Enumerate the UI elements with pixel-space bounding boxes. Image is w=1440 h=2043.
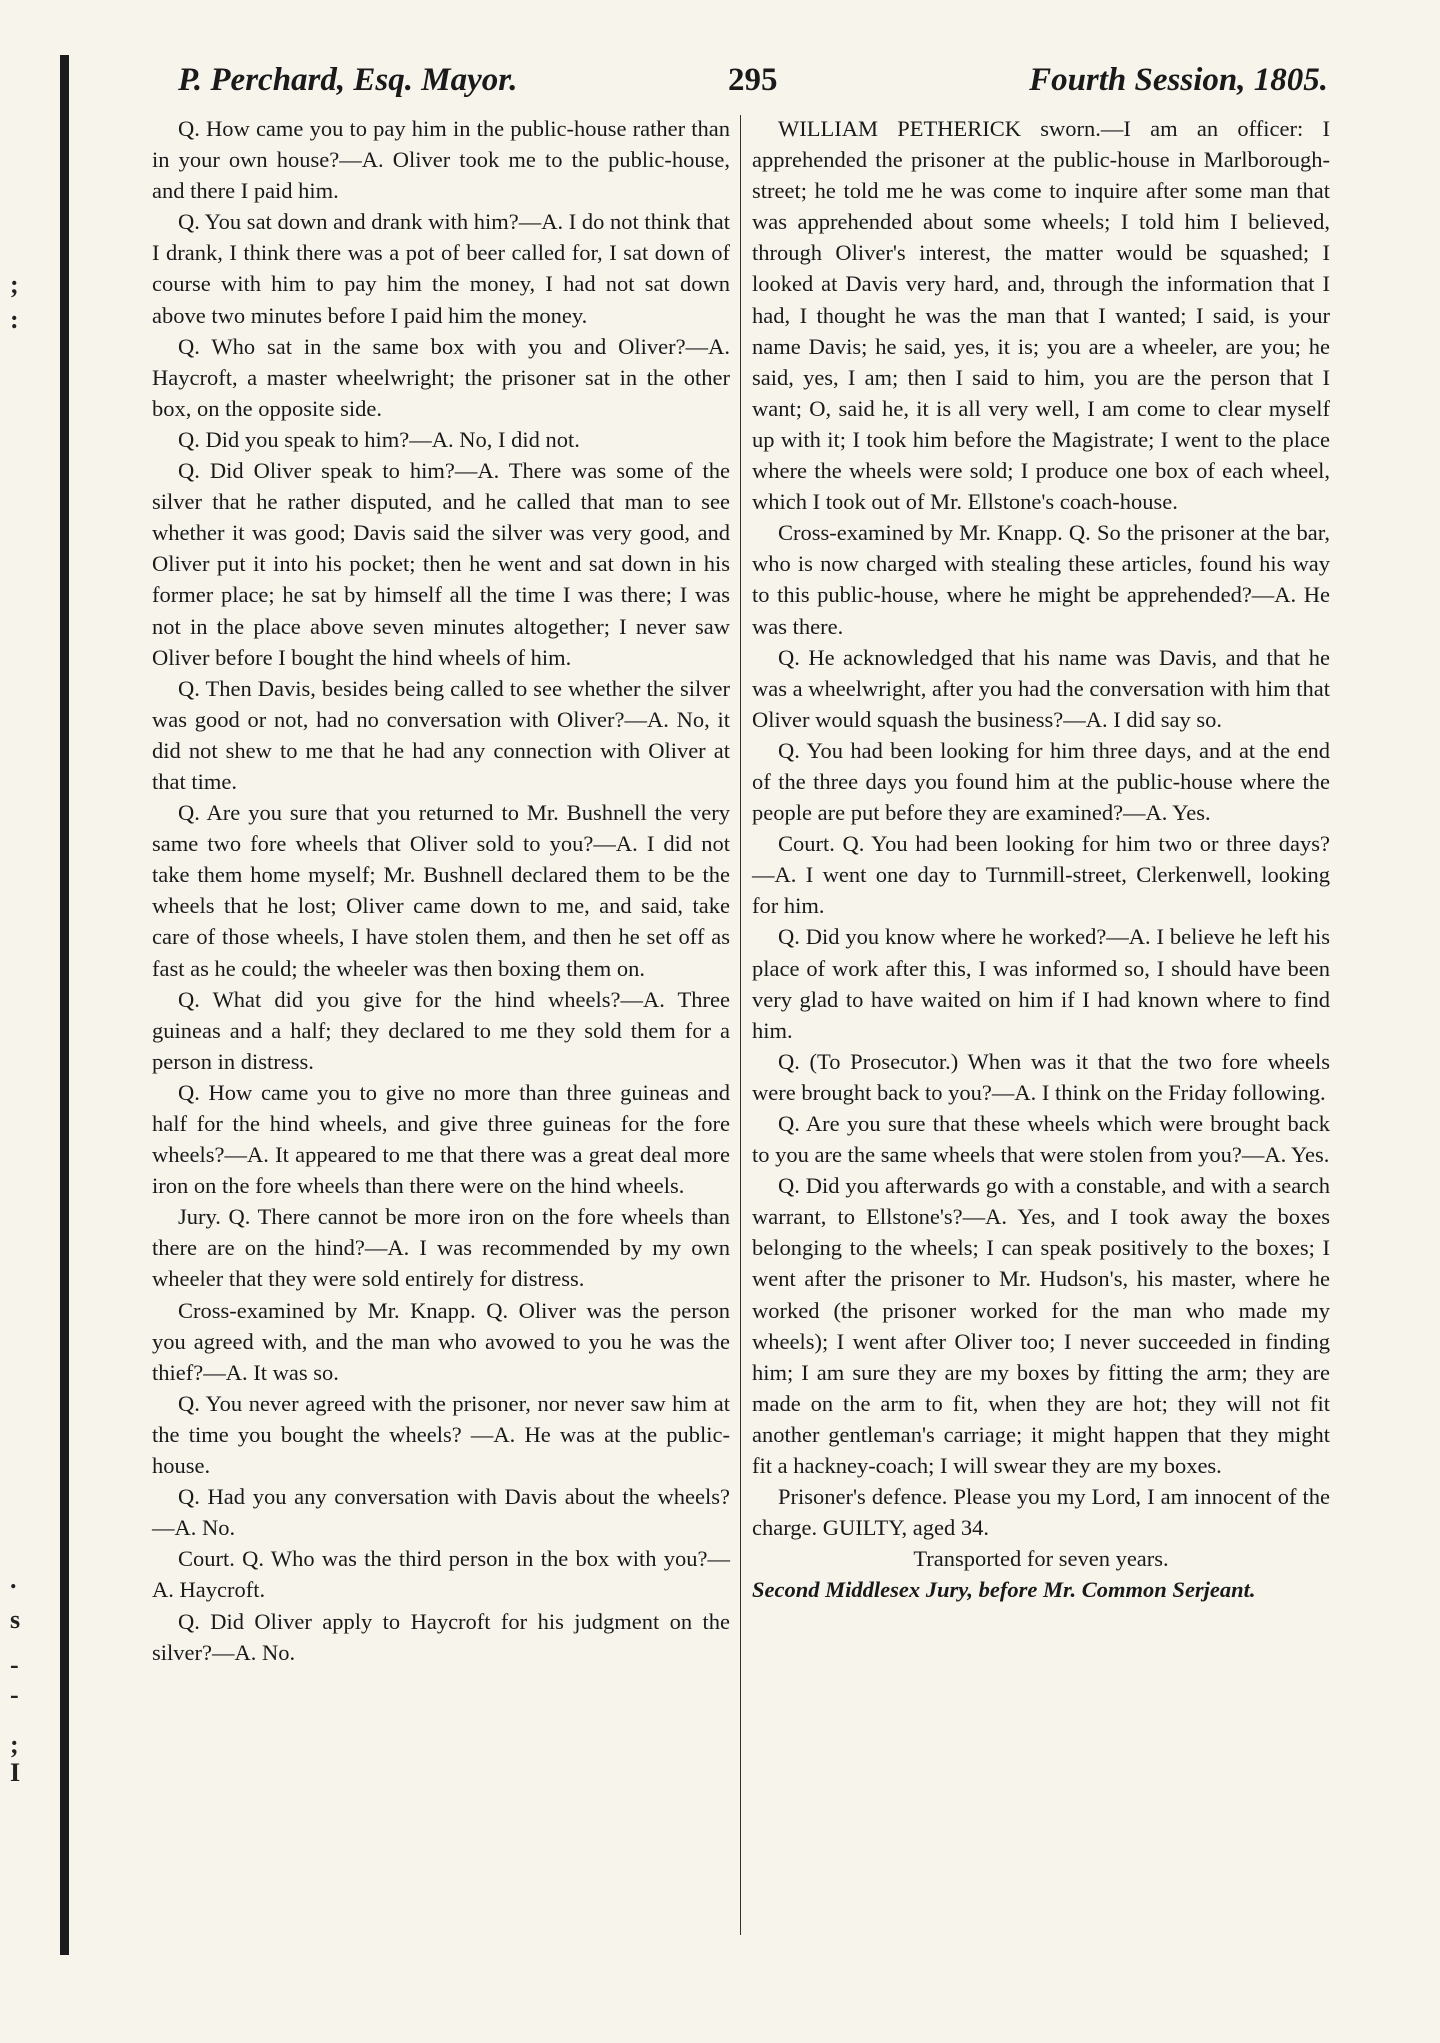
paragraph: Q. Then Davis, besides being called to see whether the silver was good or not, had no conversation with Oliver?—A. No, it did not shew to me that he had any connection with Oliver at that time. — [152, 675, 730, 794]
margin-mark: ; — [10, 1730, 19, 1759]
paragraph: Prisoner's defence. Please you my Lord, I am innocent of the charge. GUILTY, aged 34. — [752, 1484, 1330, 1541]
column-divider — [740, 115, 741, 1935]
header-session: Fourth Session, 1805. — [1029, 62, 1328, 98]
paragraph: Q. He acknowledged that his name was Davis, and that he was a wheelwright, after you had the conversation with him that Oliver would squash the business?—A. I did say so. — [752, 644, 1330, 732]
paragraph: Q. You never agreed with the prisoner, nor never saw him at the time you bought the wheels? —A. He was at the public-house. — [152, 1390, 730, 1479]
right-column — [752, 113, 1330, 1606]
paragraph: Court. Q. You had been looking for him two or three days?—A. I went one day to Turnmill-street, Clerkenwell, looking for him. — [752, 831, 1330, 919]
running-header — [178, 62, 1328, 112]
paragraph: Q. You sat down and drank with him?—A. I do not think that I drank, I think there was a pot of beer called for, I sat down of course with him to pay him the money, I had not sat down above two minutes before I paid him the money. — [152, 209, 730, 328]
margin-mark: : — [10, 305, 19, 334]
paragraph: Q. How came you to give no more than three guineas and half for the hind wheels, and give three guineas for the fore wheels?—A. It appeared to me that there was a great deal more iron on the fore wheels than there were on the hind wheels. — [152, 1079, 730, 1199]
margin-mark: - — [10, 1650, 19, 1679]
margin-mark: . — [10, 1565, 17, 1594]
paragraph: Q. Did you afterwards go with a constable, and with a search warrant, to Ellstone's?—A. Yes, and I took away the boxes belonging to the wheels; I can speak positively to the boxes; I went after the prisoner to Mr. Hudson's, his master, where he worked (the prisoner worked for the man who made my wheels); I went after Oliver too; I never succeeded in finding him; I am sure they are my boxes by fitting the arm; they are made on the arm to fit, when they are hot; they will not fit another gentleman's carriage; it might happen that they might fit a hackney-coach; I will swear they are my boxes. — [752, 1173, 1330, 1479]
paragraph: Q. Did Oliver speak to him?—A. There was some of the silver that he rather disputed, and he called that man to see whether it was good; Davis said the silver was very good, and Oliver put it into his pocket; then he went and sat down in his former place; he sat by himself all the time I was there; I was not in the place above seven minutes altogether; I never saw Oliver before I bought the hind wheels of him. — [152, 458, 730, 670]
paragraph: Jury. Q. There cannot be more iron on the fore wheels than there are on the hind?—A. I was recommended by my own wheeler that they were sold entirely for distress. — [152, 1204, 730, 1292]
margin-mark: s — [10, 1605, 21, 1634]
header-mayor: P. Perchard, Esq. Mayor. — [178, 62, 518, 98]
paragraph: Q. Did Oliver apply to Haycroft for his judgment on the silver?—A. No. — [152, 1608, 730, 1665]
margin-mark: ; — [10, 270, 19, 299]
paragraph: WILLIAM PETHERICK sworn.—I am an officer: I apprehended the prisoner at the public-house in Marlborough-street; he told me he was come to inquire after some man that was apprehended about some wheels; I told him I believed, through Oliver's interest, the matter would be squashed; I looked at Davis very hard, and, through the information that I had, I thought he was the man that I wanted; I said, is your name Davis; he said, yes, it is; you are a wheeler, are you; he said, yes, I am; then I said to him, you are the person that I want; O, said he, it is all very well, I am come to clear myself up with it; I took him before the Magistrate; I went to the place where the wheels were sold; I produce one box of each wheel, which I took out of Mr. Ellstone's coach-house. — [752, 116, 1330, 515]
paragraph: Q. How came you to pay him in the public-house rather than in your own house?—A. Oliver took me to the public-house, and there I paid him. — [152, 116, 730, 204]
paragraph: Cross-examined by Mr. Knapp. Q. So the prisoner at the bar, who is now charged with stealing these articles, found his way to this public-house, where he might be apprehended?—A. He was there. — [752, 520, 1330, 639]
margin-mark: I — [10, 1758, 21, 1787]
sentence-line: Transported for seven years. — [913, 1546, 1169, 1572]
paragraph: Q. You had been looking for him three days, and at the end of the three days you found him at the public-house where the people are put before they are examined?—A. Yes. — [752, 737, 1330, 826]
paragraph: Q. Did you know where he worked?—A. I believe he left his place of work after this, I was informed so, I should have been very glad to have waited on him if I had known where to find him. — [752, 924, 1330, 1043]
paragraph: Q. Are you sure that you returned to Mr. Bushnell the very same two fore wheels that Oliver sold to you?—A. I did not take them home myself; Mr. Bushnell declared them to be the wheels that he lost; Oliver came down to me, and said, take care of those wheels, I have stolen them, and then he set off as fast as he could; the wheeler was then boxing them on. — [152, 800, 730, 981]
paragraph: Q. Are you sure that these wheels which were brought back to you are the same wheels that were stolen from you?—A. Yes. — [752, 1111, 1330, 1168]
margin-mark: - — [10, 1680, 19, 1709]
paragraph: Q. Who sat in the same box with you and Oliver?—A. Haycroft, a master wheelwright; the prisoner sat in the other box, on the opposite side. — [152, 333, 730, 421]
paragraph: Court. Q. Who was the third person in the box with you?—A. Haycroft. — [152, 1546, 730, 1603]
paragraph: Q. What did you give for the hind wheels?—A. Three guineas and a half; they declared to me they sold them for a person in distress. — [152, 986, 730, 1074]
binding-edge — [60, 55, 69, 1955]
paragraph: Cross-examined by Mr. Knapp. Q. Oliver was the person you agreed with, and the man who avowed to you he was the thief?—A. It was so. — [152, 1297, 730, 1385]
margin-marks — [0, 0, 40, 2043]
paragraph: Q. Had you any conversation with Davis about the wheels?—A. No. — [152, 1484, 730, 1541]
jury-line: Second Middlesex Jury, before Mr. Common Serjeant. — [752, 1577, 1256, 1603]
page-number: 295 — [728, 62, 778, 98]
left-column — [152, 113, 730, 1668]
paragraph: Q. (To Prosecutor.) When was it that the two fore wheels were brought back to you?—A. I think on the Friday following. — [752, 1048, 1330, 1105]
paragraph: Q. Did you speak to him?—A. No, I did not. — [178, 426, 580, 452]
